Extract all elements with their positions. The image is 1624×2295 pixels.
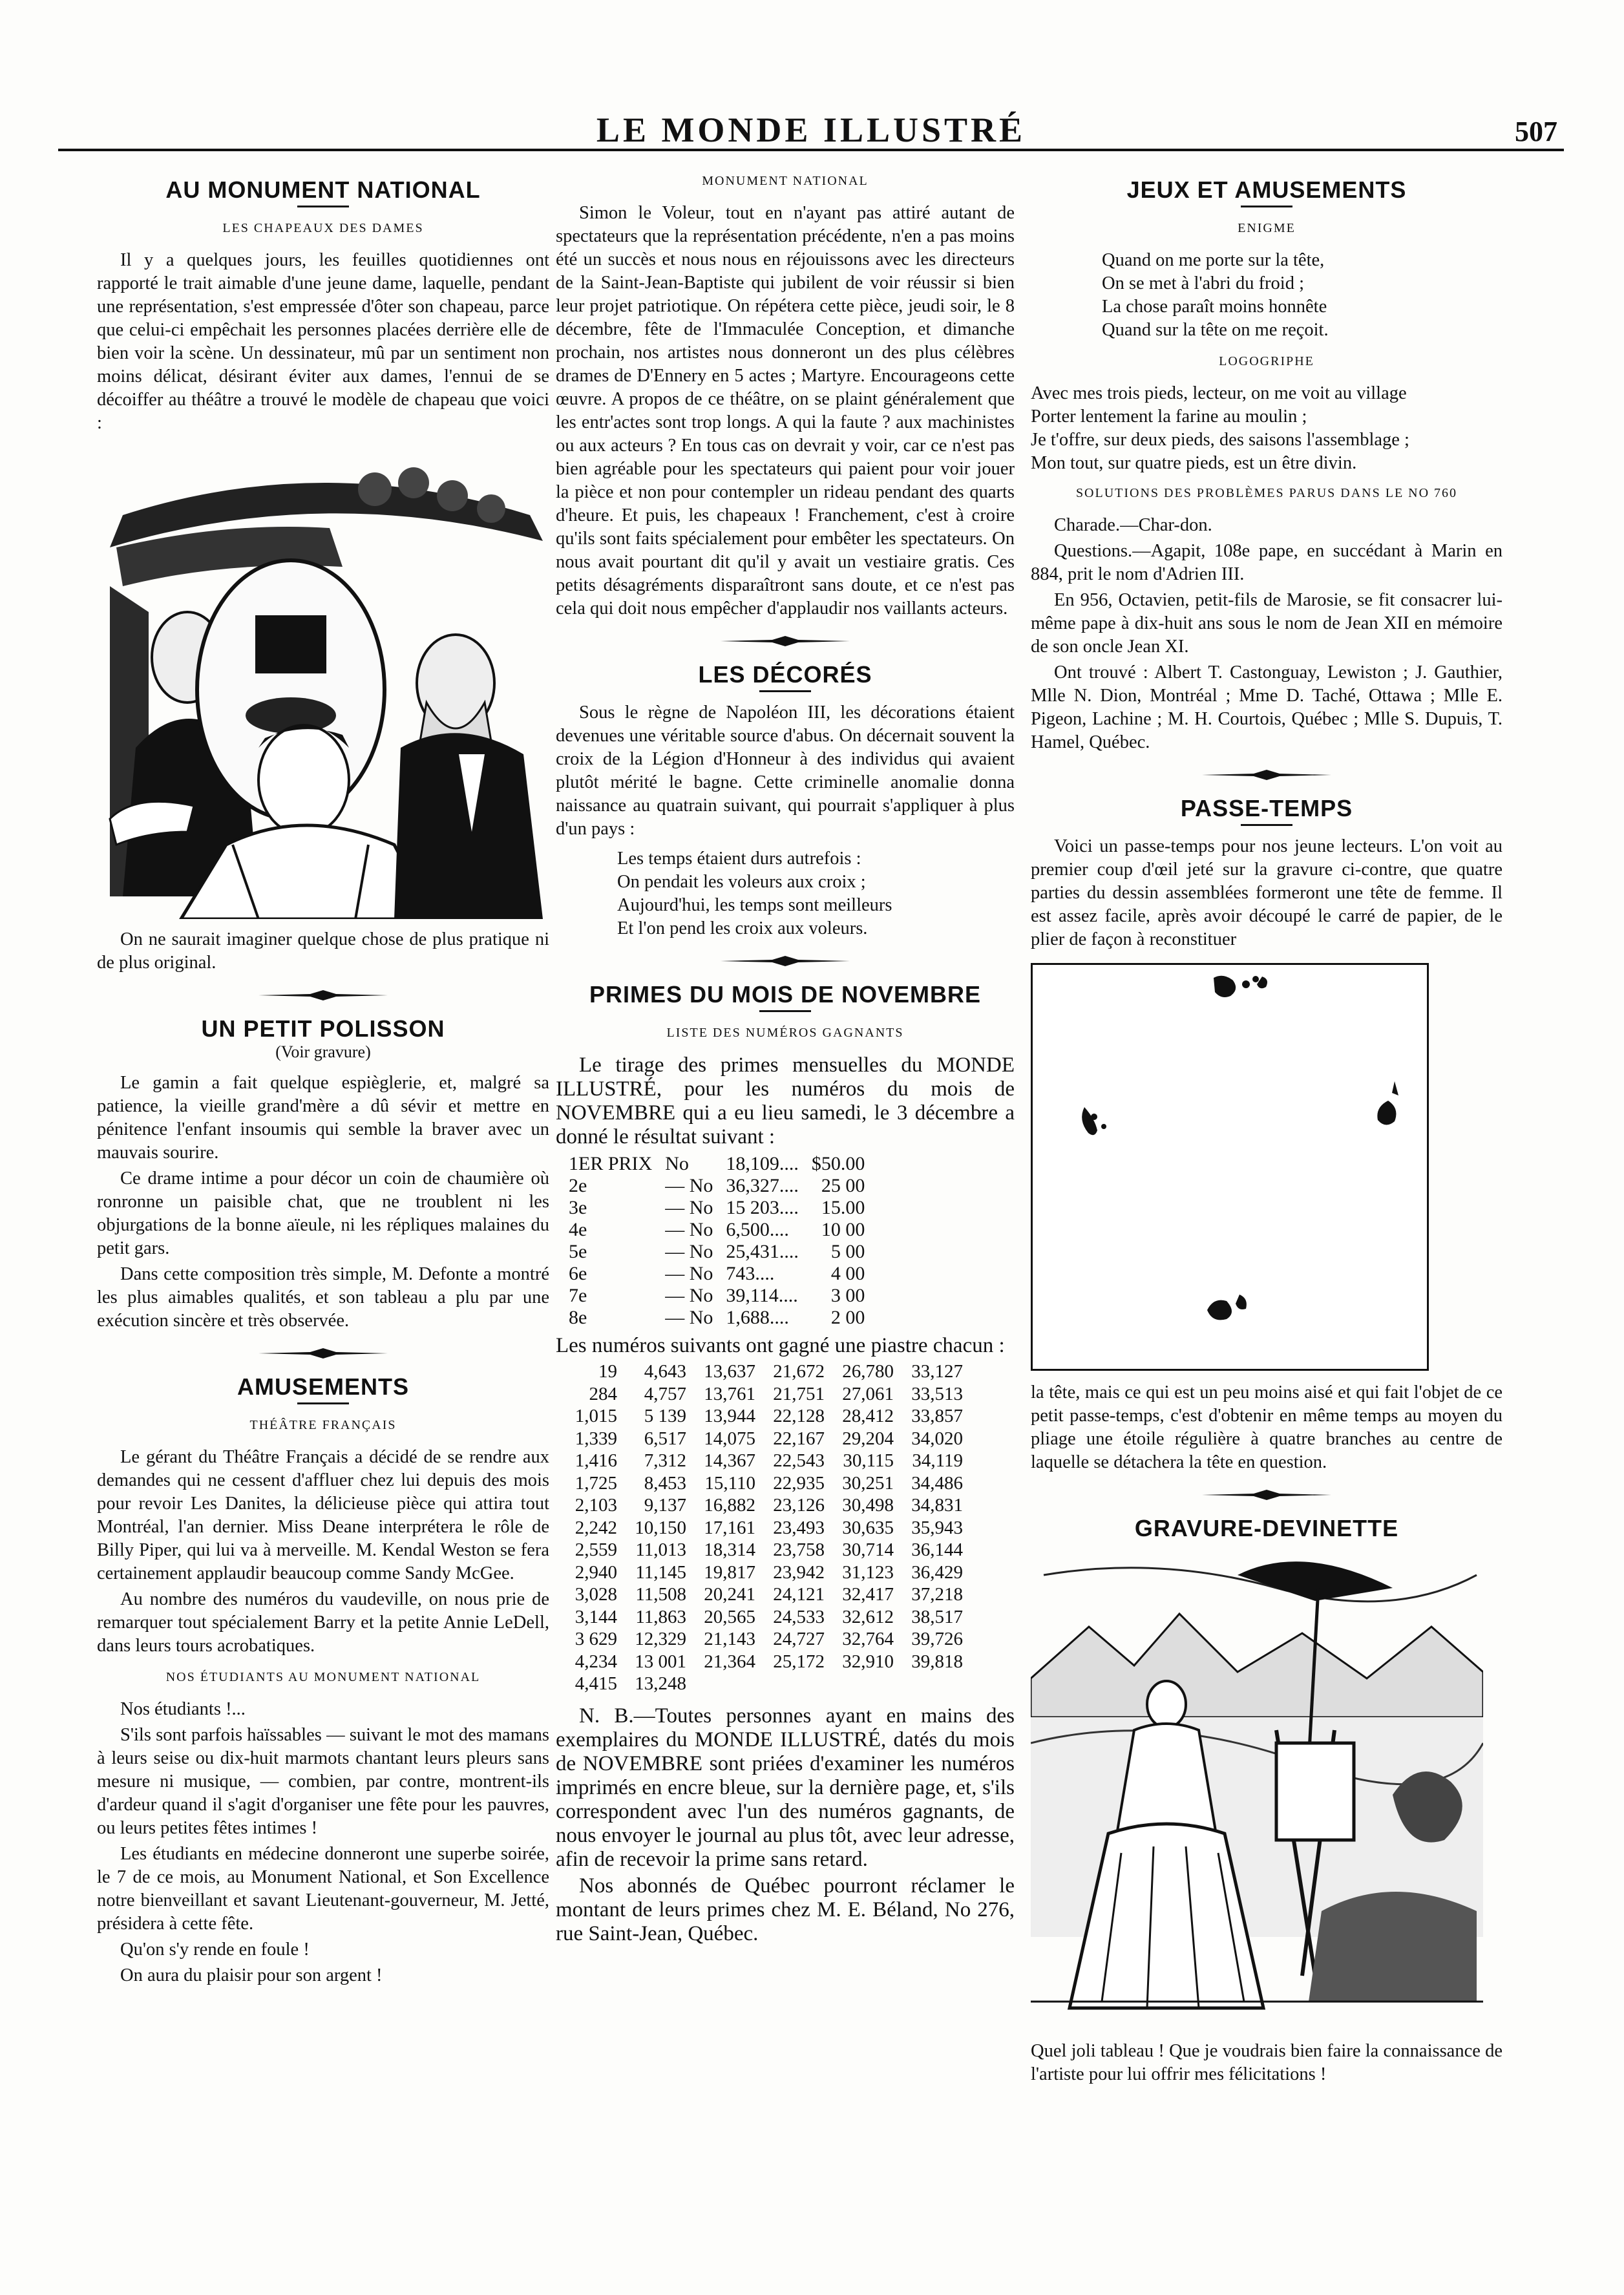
- ornament-divider: [97, 1347, 549, 1362]
- number-cell: 39,818: [911, 1651, 963, 1672]
- article-paragraph: Les étudiants en médecine donneront une superbe soirée, le 7 de ce mois, au Monument National, et Son Excellence notre bienveillant et savant Lieutenant-gouverneur, M. Jetté, présidera à cette fête.: [97, 1844, 549, 1934]
- number-cell: 6,517: [644, 1428, 686, 1449]
- number-cell: 2,103: [575, 1495, 617, 1516]
- ornament-divider: [97, 989, 549, 1004]
- number-cell: 36,144: [911, 1539, 963, 1560]
- number-cell: 14,075: [704, 1428, 755, 1449]
- prize-cell: 25,431....: [726, 1241, 799, 1262]
- number-cell: 23,126: [773, 1495, 825, 1516]
- article-paragraph: Sous le règne de Napoléon III, les décorations étaient devenues une véritable source d'abus. On décernait souvent la croix de la Légion d'Honneur à des individus qui avaient plutôt mérité le bagne. Cette criminelle anomalie donna naissance au quatrain suivant, qui pourrait s'appliquer à plus d'un pays :: [556, 703, 1015, 839]
- number-row: [556, 1561, 971, 1584]
- number-cell: 2,242: [575, 1517, 617, 1538]
- prize-cell: 4e: [569, 1219, 587, 1240]
- number-cell: 35,943: [911, 1517, 963, 1538]
- verse-line: La chose paraît moins honnête: [1102, 297, 1327, 317]
- number-cell: 37,218: [911, 1584, 963, 1605]
- article-paragraph: N. B.—Toutes personnes ayant en mains des exemplaires du MONDE ILLUSTRÉ, datés du mois de NOVEMBRE sont priées d'examiner les numéros imprimés en encre bleue, sur la dernière page, et, s'ils correspondent avec l'un des numéros gagnants, de nous envoyer le journal au plus tôt, avec leur adresse, afin de recevoir la prime sans retard.: [556, 1704, 1015, 1871]
- number-cell: 13,761: [704, 1383, 755, 1404]
- prize-cell: — No: [665, 1219, 713, 1240]
- prize-row: [562, 1241, 871, 1263]
- number-cell: 5 139: [644, 1406, 686, 1426]
- number-cell: 2,559: [575, 1539, 617, 1560]
- heading-un-petit-polisson: UN PETIT POLISSON: [201, 1015, 445, 1042]
- verse-line: Quand sur la tête on me reçoit.: [1102, 320, 1329, 340]
- number-cell: 33,857: [911, 1406, 963, 1426]
- subheading-nos-etudiants: NOS ÉTUDIANTS AU MONUMENT NATIONAL: [165, 1670, 481, 1684]
- number-cell: 27,061: [842, 1383, 894, 1404]
- verse-line: Je t'offre, sur deux pieds, des saisons l'assemblage ;: [1031, 430, 1409, 450]
- ornament-divider: [1031, 1488, 1503, 1504]
- heading-rule: [1241, 206, 1292, 207]
- number-cell: 39,726: [911, 1629, 963, 1649]
- column-left: [97, 169, 549, 1990]
- logogriphe-verse: [1031, 382, 1503, 475]
- number-cell: 22,935: [773, 1472, 825, 1494]
- prize-cell: $50.00: [811, 1153, 865, 1174]
- prize-row: [562, 1219, 871, 1241]
- article-paragraph: S'ils sont parfois haïssables — suivant le mot des mamans à leurs seise ou dix-huit marmots chantant leurs pleurs sans mesure ni musique, — combien, par contre, montrent-ils d'ardeur quand il s'agit d'organiser une fête pour les pauvres, ou leurs petites fêtes intimes !: [97, 1725, 549, 1838]
- prize-cell: 1,688....: [726, 1307, 789, 1328]
- prize-cell: 5e: [569, 1241, 587, 1262]
- number-cell: 8,453: [644, 1472, 686, 1494]
- prize-cell: 10 00: [821, 1219, 865, 1240]
- prize-cell: 7e: [569, 1285, 587, 1306]
- number-cell: 32,910: [842, 1651, 894, 1672]
- number-cell: 4,643: [644, 1361, 686, 1382]
- column-right: [1031, 169, 1503, 2089]
- number-cell: 4,757: [644, 1383, 686, 1404]
- number-cell: 13,637: [704, 1361, 755, 1382]
- prize-cell: 18,109....: [726, 1153, 799, 1174]
- number-cell: 19,817: [704, 1561, 755, 1583]
- quatrain: [617, 847, 1015, 940]
- subheading-monument-national: MONUMENT NATIONAL: [702, 174, 869, 188]
- article-paragraph: On aura du plaisir pour son argent !: [120, 1965, 383, 1985]
- prize-cell: 15.00: [821, 1197, 865, 1218]
- prize-row: [562, 1197, 871, 1219]
- number-row: [556, 1472, 971, 1495]
- number-cell: 13 001: [635, 1651, 686, 1672]
- number-cell: 31,123: [842, 1561, 894, 1583]
- heading-rule: [759, 690, 811, 692]
- prize-cell: 15 203....: [726, 1197, 799, 1218]
- number-row: [556, 1450, 971, 1472]
- number-cell: 11,145: [635, 1561, 686, 1583]
- verse-line: Porter lentement la farine au moulin ;: [1031, 407, 1307, 427]
- newspaper-title: LE MONDE ILLUSTRÉ: [596, 111, 1026, 149]
- folding-puzzle-square: [1031, 963, 1429, 1371]
- prize-cell: 8e: [569, 1307, 587, 1328]
- number-cell: 21,143: [704, 1629, 755, 1649]
- poem-line: Les temps étaient durs autrefois :: [617, 849, 861, 869]
- article-paragraph: Au nombre des numéros du vaudeville, on nous prie de remarquer tout spécialement Barry et la petite Annie LeDell, dans leurs tours acrobatiques.: [97, 1589, 549, 1656]
- number-row: [556, 1539, 971, 1561]
- article-paragraph: Simon le Voleur, tout en n'ayant pas attiré autant de spectateurs que la représentation précédente, n'en a pas moins été un succès et nous nous en réjouissons avec les directeurs de la Saint-Jean-Baptiste qui jubilent de voir réussir si bien leur projet patriotique. On répétera cette pièce, jeudi soir, le 8 décembre, fête de l'Immaculée Conception, et dimanche prochain, nos artistes nous donneront un des plus célèbres drames de D'Ennery en 5 actes ; Martyre. Encourageons cette œuvre. A propos de ce théâtre, on se plaint généralement que les entr'actes sont trop longs. A qui la faute ? aux machinistes ou aux acteurs ? En tous cas on devrait y voir, car ce n'est pas bien agréable pour les spectateurs qui paient pour voir jouer la pièce et non pour contempler un rideau pendant des quarts d'heure. Et puis, les chapeaux ! Franchement, c'est à croire qu'ils sont faits spécialement pour embêter les spectateurs. On nous avait pourtant dit qu'il y avait un vestiaire gratis. Ces petits désagréments disparaîtront sans doute, et ce n'est pas cela qui doit nous empêcher d'applaudir nos vaillants acteurs.: [556, 203, 1015, 619]
- article-paragraph: On ne saurait imaginer quelque chose de plus pratique ni de plus original.: [97, 929, 549, 973]
- number-cell: 30,635: [842, 1517, 894, 1538]
- prize-cell: 6e: [569, 1263, 587, 1284]
- subheading-voir-gravure: (Voir gravure): [275, 1042, 371, 1061]
- subheading-enigme: ENIGME: [1238, 221, 1296, 235]
- subheading-liste-numeros: LISTE DES NUMÉROS GAGNANTS: [666, 1026, 904, 1040]
- number-cell: 13,248: [635, 1673, 686, 1694]
- number-cell: 7,312: [644, 1450, 686, 1471]
- number-cell: 3,028: [575, 1584, 617, 1605]
- prize-cell: — No: [665, 1285, 713, 1306]
- prize-cell: — No: [665, 1263, 713, 1284]
- prize-cell: 2e: [569, 1175, 587, 1196]
- number-cell: 15,110: [704, 1472, 755, 1494]
- number-cell: 21,364: [704, 1651, 755, 1672]
- number-cell: 20,565: [704, 1606, 755, 1627]
- prize-cell: 3e: [569, 1197, 587, 1218]
- subheading-solutions: SOLUTIONS DES PROBLÈMES PARUS DANS LE NO 760: [1075, 486, 1458, 500]
- number-cell: 4,415: [575, 1673, 617, 1694]
- article-paragraph: Dans cette composition très simple, M. Defonte a montré les plus aimables qualités, et son tableau a plu par une exécution sincère et très observée.: [97, 1264, 549, 1331]
- number-cell: 24,121: [773, 1584, 825, 1605]
- number-row: [556, 1360, 971, 1383]
- enigme-verse: [1102, 249, 1503, 342]
- number-cell: 30,251: [842, 1472, 894, 1494]
- number-cell: 4,234: [575, 1651, 617, 1672]
- subheading-theatre-francais: THÉÂTRE FRANÇAIS: [249, 1418, 397, 1432]
- number-cell: 13,944: [704, 1406, 755, 1426]
- number-cell: 9,137: [644, 1495, 686, 1516]
- gravure-devinette-illustration: [1031, 1549, 1503, 2031]
- prize-cell: 743....: [726, 1263, 775, 1284]
- number-cell: 16,882: [704, 1495, 755, 1516]
- prize-cell: 36,327....: [726, 1175, 799, 1196]
- verse-line: Quand on me porte sur la tête,: [1102, 250, 1325, 270]
- number-cell: 26,780: [842, 1361, 894, 1382]
- number-cell: 23,493: [773, 1517, 825, 1538]
- prize-cell: 2 00: [830, 1307, 865, 1328]
- number-cell: 32,612: [842, 1606, 894, 1627]
- number-cell: 30,115: [843, 1450, 894, 1471]
- heading-au-monument-national: AU MONUMENT NATIONAL: [165, 176, 481, 203]
- verse-line: Mon tout, sur quatre pieds, est un être divin.: [1031, 453, 1357, 473]
- number-cell: 21,672: [773, 1361, 825, 1382]
- puzzle-face-fragments: [1033, 965, 1423, 1365]
- number-cell: 12,329: [635, 1629, 686, 1649]
- prize-cell: — No: [665, 1241, 713, 1262]
- number-cell: 34,486: [911, 1472, 963, 1494]
- theatre-audience-drawing: [97, 444, 549, 919]
- prize-cell: — No: [665, 1175, 713, 1196]
- number-cell: 1,416: [575, 1450, 617, 1471]
- number-cell: 30,714: [842, 1539, 894, 1560]
- article-paragraph: Voici un passe-temps pour nos jeune lecteurs. L'on voit au premier coup d'œil jeté sur la gravure ci-contre, que quatre parties du dessin assemblées formeront une tête de femme. Il est assez facile, après avoir découpé le carré de papier, de le plier de façon à reconstituer: [1031, 836, 1503, 949]
- poem-line: Aujourd'hui, les temps sont meilleurs: [617, 895, 892, 915]
- prize-cell: 1ER PRIX: [569, 1153, 653, 1174]
- article-paragraph: Le gérant du Théâtre Français a décidé de se rendre aux demandes qui ne cessent d'affluer chez lui depuis des mois pour revoir Les Danites, la délicieuse pièce qui attira tout Montréal, l'an dernier. Miss Deane interprétera le rôle de Billy Piper, qui lui va à merveille. M. Kendal Weston se fera certainement applaudir beaucoup comme Sandy McGee.: [97, 1447, 549, 1583]
- number-row: [556, 1383, 971, 1406]
- number-cell: 36,429: [911, 1561, 963, 1583]
- number-cell: 23,942: [773, 1561, 825, 1583]
- number-row: [556, 1405, 971, 1428]
- number-cell: 34,831: [911, 1495, 963, 1516]
- number-cell: 2,940: [575, 1561, 617, 1583]
- prize-table: [562, 1153, 871, 1329]
- article-paragraph: Nos étudiants !...: [120, 1699, 246, 1719]
- heading-rule: [297, 206, 349, 207]
- number-cell: 20,241: [704, 1584, 755, 1605]
- heading-passe-temps: PASSE-TEMPS: [1180, 795, 1353, 821]
- number-row: [556, 1583, 971, 1606]
- number-cell: 1,015: [575, 1406, 617, 1426]
- number-row: [556, 1628, 971, 1651]
- article-paragraph: Le tirage des primes mensuelles du MONDE ILLUSTRÉ, pour les numéros du mois de NOVEMBRE qui a eu lieu samedi, le 3 décembre a donné le résultat suivant :: [556, 1053, 1015, 1148]
- number-cell: [832, 1673, 902, 1695]
- number-cell: 284: [589, 1383, 617, 1404]
- heading-primes-novembre: PRIMES DU MOIS DE NOVEMBRE: [589, 981, 982, 1008]
- prize-cell: 25 00: [821, 1175, 865, 1196]
- theatre-hat-illustration: [97, 444, 549, 919]
- number-cell: 23,758: [773, 1539, 825, 1560]
- prize-cell: 39,114....: [726, 1285, 798, 1306]
- heading-jeux-et-amusements: JEUX ET AMUSEMENTS: [1126, 176, 1407, 203]
- ornament-divider: [1031, 768, 1503, 784]
- subheading-logogriphe: LOGOGRIPHE: [1219, 354, 1314, 368]
- number-cell: 24,727: [773, 1629, 825, 1649]
- number-cell: 38,517: [911, 1606, 963, 1627]
- masthead: [58, 110, 1564, 151]
- number-cell: 3,144: [575, 1606, 617, 1627]
- number-cell: 24,533: [773, 1606, 825, 1627]
- heading-les-decores: LES DÉCORÉS: [698, 661, 872, 688]
- number-cell: 18,314: [704, 1539, 755, 1560]
- prize-cell: — No: [665, 1197, 713, 1218]
- prize-row: [562, 1263, 871, 1285]
- number-cell: 32,417: [842, 1584, 894, 1605]
- prize-cell: 4 00: [830, 1263, 865, 1284]
- verse-line: On se met à l'abri du froid ;: [1102, 273, 1305, 293]
- article-paragraph: Le gamin a fait quelque espièglerie, et, malgré sa patience, la vieille grand'mère a dû sévir et mettre en pénitence l'enfant insoumis qui semble la braver avec un mauvais sourire.: [97, 1073, 549, 1163]
- number-cell: 32,764: [842, 1629, 894, 1649]
- prize-row: [562, 1307, 871, 1329]
- number-cell: 11,013: [635, 1539, 686, 1560]
- article-paragraph: Les numéros suivants ont gagné une piastre chacun :: [556, 1334, 1005, 1357]
- number-row: [556, 1517, 971, 1539]
- prize-cell: — No: [665, 1307, 713, 1328]
- number-row: [556, 1651, 971, 1673]
- article-paragraph: En 956, Octavien, petit-fils de Marosie, se fit consacrer lui-même pape à dix-huit ans sous le nom de Jean XII en mémoire de son oncle Jean XI.: [1031, 590, 1503, 657]
- number-cell: [902, 1673, 971, 1695]
- number-cell: 22,543: [773, 1450, 825, 1471]
- column-middle: [556, 169, 1015, 1949]
- gravure-caption: Quel joli tableau ! Que je voudrais bien faire la connaissance de l'artiste pour lui offrir mes félicitations !: [1031, 2041, 1503, 2084]
- verse-line: Avec mes trois pieds, lecteur, on me voit au village: [1031, 383, 1407, 403]
- number-cell: 11,508: [635, 1584, 686, 1605]
- number-cell: 28,412: [842, 1406, 894, 1426]
- subheading-chapeaux: LES CHAPEAUX DES DAMES: [222, 221, 424, 235]
- number-row: [556, 1673, 971, 1695]
- number-cell: 33,513: [911, 1383, 963, 1404]
- article-paragraph: Charade.—Char-don.: [1054, 515, 1212, 535]
- heading-amusements: AMUSEMENTS: [237, 1373, 409, 1400]
- prize-cell: 6,500....: [726, 1219, 789, 1240]
- number-cell: 11,863: [635, 1606, 686, 1627]
- prize-cell: 5 00: [830, 1241, 865, 1262]
- number-cell: 19: [598, 1361, 617, 1382]
- article-paragraph: Nos abonnés de Québec pourront réclamer le montant de leurs primes chez M. E. Béland, No 276, rue Saint-Jean, Québec.: [556, 1874, 1015, 1945]
- number-cell: 34,119: [912, 1450, 963, 1471]
- heading-rule: [759, 1010, 811, 1012]
- number-cell: 14,367: [704, 1450, 755, 1471]
- ornament-divider: [556, 635, 1015, 650]
- article-paragraph: Questions.—Agapit, 108e pape, en succédant à Marin en 884, prit le nom d'Adrien III.: [1031, 541, 1503, 584]
- prize-cell: 3 00: [830, 1285, 865, 1306]
- number-cell: 34,020: [911, 1428, 963, 1449]
- number-cell: 21,751: [773, 1383, 825, 1404]
- article-paragraph: Il y a quelques jours, les feuilles quotidiennes ont rapporté le trait aimable d'une jeune dame, laquelle, pendant une représentation, s'est empressée d'ôter son chapeau, parce que celui-ci empêchait les personnes placées derrière elle de bien voir la scène. Un dessinateur, mû par un sentiment non moins délicat, désirant éviter aux dames, l'ennui de se décoiffer au théâtre a trouvé le modèle de chapeau que voici :: [97, 250, 549, 433]
- number-cell: 25,172: [773, 1651, 825, 1672]
- number-cell: 3 629: [575, 1629, 617, 1649]
- poem-line: Et l'on pend les croix aux voleurs.: [617, 918, 868, 938]
- winning-numbers-table: [556, 1360, 971, 1695]
- poem-line: On pendait les voleurs aux croix ;: [617, 872, 866, 892]
- prize-row: [562, 1153, 871, 1175]
- article-paragraph: Ont trouvé : Albert T. Castonguay, Lewiston ; J. Gauthier, Mlle N. Dion, Montréal ; Mme D. Taché, Ottawa ; Mlle E. Pigeon, Lachine ; M. H. Courtois, Québec ; Mlle S. Dupuis, T. Hamel, Québec.: [1031, 662, 1503, 752]
- number-cell: 1,339: [575, 1428, 617, 1449]
- ornament-divider: [556, 955, 1015, 970]
- number-cell: [763, 1673, 832, 1695]
- article-paragraph: la tête, mais ce qui est un peu moins aisé et qui fait l'objet de ce petit passe-temps, c'est d'obtenir en même temps au moyen du pliage une étoile régulière à quatre branches au centre de laquelle se détachera la tête en question.: [1031, 1382, 1503, 1472]
- article-paragraph: Ce drame intime a pour décor un coin de chaumière où ronronne un paisible chat, que ne troublent ni les objurgations de la bonne aïeule, ni les répliques malaines du petit gars.: [97, 1169, 549, 1258]
- article-paragraph: Qu'on s'y rende en foule !: [120, 1940, 310, 1960]
- number-cell: 22,167: [773, 1428, 825, 1449]
- number-row: [556, 1494, 971, 1517]
- number-cell: 10,150: [635, 1517, 686, 1538]
- heading-rule: [1241, 824, 1292, 826]
- prize-row: [562, 1285, 871, 1307]
- number-cell: [694, 1673, 763, 1695]
- number-cell: 17,161: [704, 1517, 755, 1538]
- prize-cell: No: [665, 1153, 689, 1174]
- number-row: [556, 1428, 971, 1450]
- number-cell: 33,127: [911, 1361, 963, 1382]
- heading-gravure-devinette: GRAVURE-DEVINETTE: [1134, 1515, 1399, 1541]
- number-cell: 29,204: [842, 1428, 894, 1449]
- number-row: [556, 1606, 971, 1629]
- painter-landscape-drawing: [1031, 1549, 1483, 2031]
- page-number: 507: [1515, 116, 1557, 147]
- number-cell: 30,498: [842, 1495, 894, 1516]
- number-cell: 1,725: [575, 1472, 617, 1494]
- number-cell: 22,128: [773, 1406, 825, 1426]
- prize-row: [562, 1175, 871, 1197]
- heading-rule: [297, 1402, 349, 1404]
